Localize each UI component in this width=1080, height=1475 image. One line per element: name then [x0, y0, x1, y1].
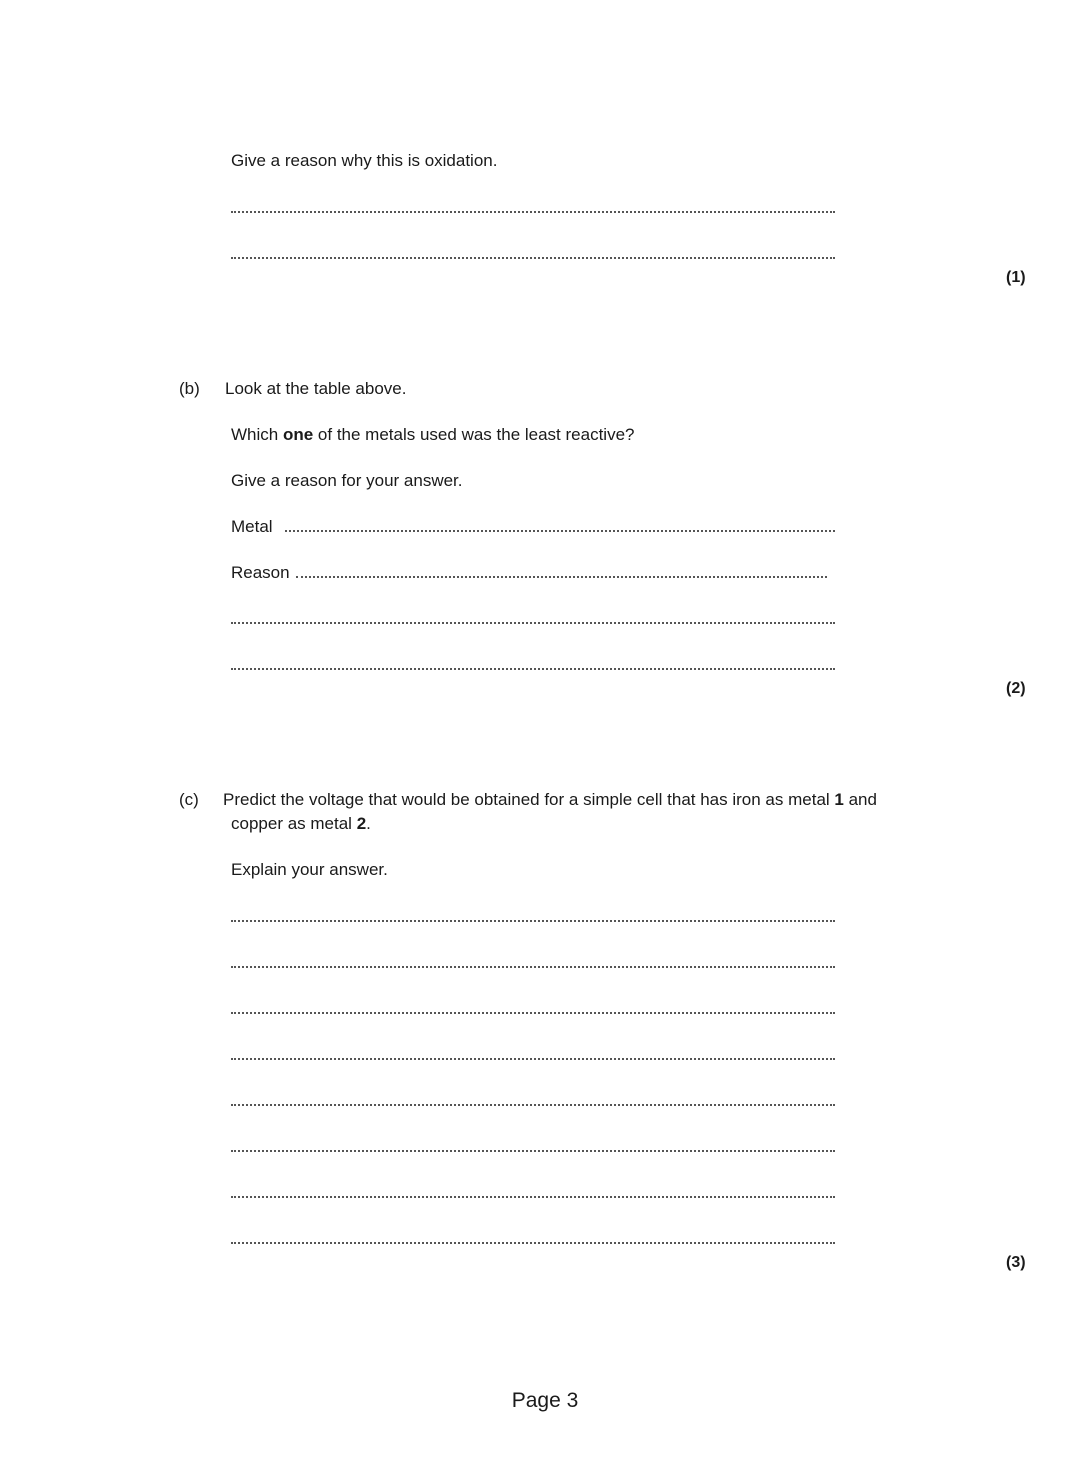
- answer-line[interactable]: [231, 257, 835, 259]
- part-c-explain: Explain your answer.: [231, 860, 388, 879]
- answer-line[interactable]: [231, 1150, 835, 1152]
- answer-line[interactable]: [231, 1012, 835, 1014]
- answer-line[interactable]: [231, 966, 835, 968]
- part-a-marks: (1): [1006, 269, 1026, 286]
- answer-line[interactable]: [231, 622, 835, 624]
- answer-line[interactable]: [231, 211, 835, 213]
- part-b-reason-prompt: Give a reason for your answer.: [231, 471, 463, 490]
- reason-answer-field[interactable]: [296, 576, 827, 578]
- answer-line[interactable]: [231, 920, 835, 922]
- part-c-question-line1: Predict the voltage that would be obtained for a simple cell that has iron as metal 1 and: [223, 790, 877, 809]
- part-c-marks: (3): [1006, 1254, 1026, 1271]
- metal-label: Metal: [231, 517, 273, 536]
- part-b-label: (b): [179, 379, 200, 398]
- answer-line[interactable]: [231, 1242, 835, 1244]
- part-b-question: Which one of the metals used was the least reactive?: [231, 425, 635, 444]
- part-b-marks: (2): [1006, 680, 1026, 697]
- reason-label: Reason: [231, 563, 290, 582]
- answer-line[interactable]: [231, 1104, 835, 1106]
- answer-line[interactable]: [231, 668, 835, 670]
- answer-line[interactable]: [231, 1058, 835, 1060]
- metal-answer-field[interactable]: [285, 530, 835, 532]
- part-b-intro: Look at the table above.: [225, 379, 407, 398]
- part-c-question-line2: copper as metal 2.: [231, 814, 371, 833]
- part-a-prompt: Give a reason why this is oxidation.: [231, 151, 498, 170]
- part-c-label: (c): [179, 790, 199, 809]
- page-number: Page 3: [511, 1389, 579, 1412]
- answer-line[interactable]: [231, 1196, 835, 1198]
